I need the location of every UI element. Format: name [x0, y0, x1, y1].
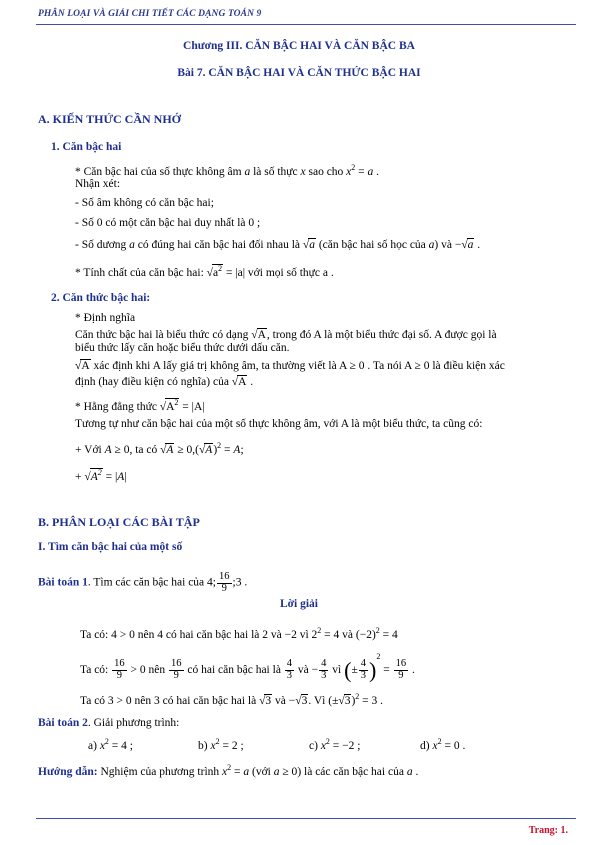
identity-intro: Tương tự như căn bậc hai của một số thực không âm, với A là một biểu thức, ta cũng có:	[75, 418, 483, 430]
remark-label: Nhận xét:	[75, 178, 121, 190]
problem-2-b: b) $x^2 = 2$ ;	[198, 737, 244, 752]
section-a-title: A. KIẾN THỨC CẦN NHỚ	[38, 112, 182, 126]
lesson-title: Bài 7. CĂN BẬC HAI VÀ CĂN THỨC BẬC HAI	[177, 67, 421, 79]
radical-definition-line1: Căn thức bậc hai là biểu thức có dạng √A, trong đó A là một biểu thức đại số. A được gọi là	[75, 329, 497, 341]
solution-step-2: Ta có: $\frac{16}{9}$ > 0 nên $\frac{16}{9}$ có hai căn bậc hai là $\frac{4}{3}$ và − $\frac{4}{3}$ vì (± $\frac{4}{3}$ )$^2$ = $\frac{16}{9}$ .	[80, 652, 415, 683]
remark-3: - Số dương a có đúng hai căn bậc hai đối nhau là √a (căn bậc hai số học của a) và −√a .	[75, 239, 481, 251]
radical-condition-line1: √A xác định khi A lấy giá trị không âm, ta thường viết là A ≥ 0 . Ta nói A ≥ 0 là điều kiện xác	[75, 360, 505, 372]
solution-label: Lời giải	[280, 598, 318, 610]
subsection-1-title: 1. Căn bậc hai	[51, 141, 122, 153]
remark-1: - Số âm không có căn bậc hai;	[75, 197, 214, 209]
problem-2-c: c) $x^2 = -2$ ;	[309, 737, 361, 752]
radical-condition-line2: định (hay điều kiện có nghĩa) của √A .	[75, 376, 254, 388]
footer-rule	[36, 818, 576, 819]
solution-step-1: Ta có: 4 > 0 nên 4 có hai căn bậc hai là 2 và −2 vì $2^2 = 4$ và $(-2)^2 = 4$	[80, 626, 398, 641]
problem-2-statement: Bài toán 2. Giải phương trình:	[38, 717, 180, 729]
part-i-title: I. Tìm căn bậc hai của một số	[38, 541, 183, 553]
hint: Hướng dẫn: Nghiệm của phương trình $x^2 = a$ (với a ≥ 0) là các căn bậc hai của a .	[38, 763, 419, 778]
sqrt-property: * Tính chất của căn bậc hai: $√a^2 = |a|$ với mọi số thực a .	[75, 264, 334, 279]
radical-definition-line2: biểu thức lấy căn hoặc biểu thức dưới dấu căn.	[75, 342, 290, 354]
problem-2-d: d) $x^2 = 0$ .	[420, 737, 466, 752]
page-header: PHÂN LOẠI VÀ GIẢI CHI TIẾT CÁC DẠNG TOÁN 9	[38, 9, 262, 19]
page-number: Trang: 1.	[528, 825, 568, 836]
identity-case-2: + $√A^2 = |A|$	[75, 468, 127, 483]
section-b-title: B. PHÂN LOẠI CÁC BÀI TẬP	[38, 515, 200, 529]
sqrt-definition: * Căn bậc hai của số thực không âm a là số thực x sao cho $x^2 = a$ .	[75, 163, 380, 178]
identity-case-1: + Với A ≥ 0, ta có $√A \ge 0,(√A)^2 = A$;	[75, 441, 244, 456]
header-rule	[36, 24, 576, 25]
solution-step-3: Ta có 3 > 0 nên 3 có hai căn bậc hai là √3 và −√3. Vì $(\pm√3)^2 = 3$ .	[80, 692, 384, 707]
problem-1-statement: Bài toán 1. Tìm các căn bậc hai của 4; $\frac{16}{9}$ ;3 .	[38, 571, 248, 594]
definition-label: * Định nghĩa	[75, 312, 136, 324]
chapter-title: Chương III. CĂN BẬC HAI VÀ CĂN BẬC BA	[183, 40, 415, 52]
identity-title: * Hằng đẳng thức $√A^2 = |A|$	[75, 398, 205, 413]
remark-2: - Số 0 có một căn bậc hai duy nhất là 0 ;	[75, 217, 261, 229]
problem-2-a: a) $x^2 = 4$ ;	[88, 737, 133, 752]
subsection-2-title: 2. Căn thức bậc hai:	[51, 292, 151, 304]
